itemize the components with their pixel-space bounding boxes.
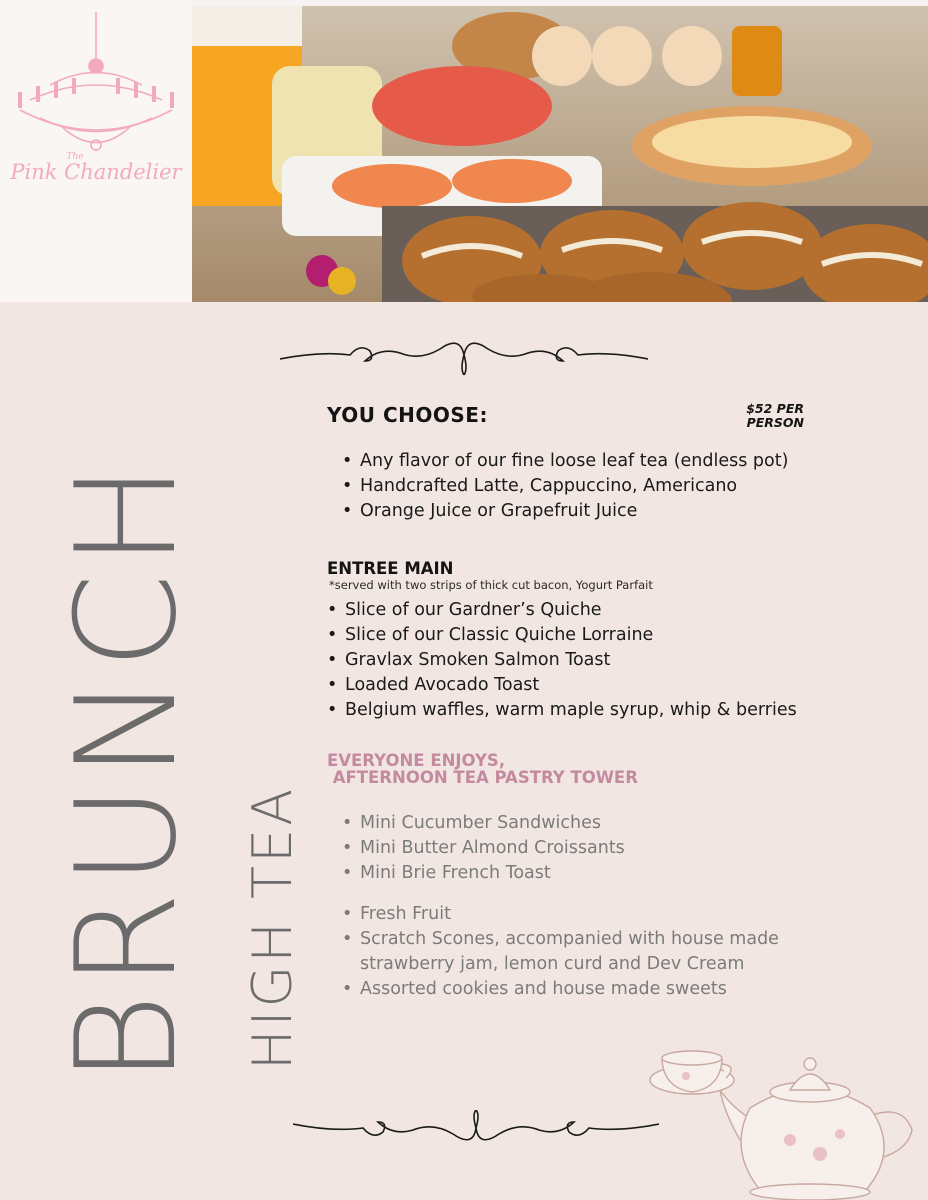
price-label bbox=[728, 402, 804, 430]
list-item: • Mini Butter Almond Croissants bbox=[340, 836, 625, 861]
logo bbox=[0, 0, 192, 302]
extras-list bbox=[340, 902, 779, 1002]
price-line-2: PERSON bbox=[746, 415, 804, 430]
entree-list bbox=[325, 598, 797, 723]
brunch-title: BRUNCH bbox=[46, 457, 207, 1084]
pastry-tower-heading: EVERYONE ENJOYS, AFTERNOON TEA PASTRY TOWER bbox=[327, 751, 638, 787]
high-tea-title: HIGH TEA bbox=[241, 785, 304, 1070]
list-item: • Handcrafted Latte, Cappuccino, Americano bbox=[340, 474, 788, 499]
list-item: • Loaded Avocado Toast bbox=[325, 673, 797, 698]
bottom-flourish bbox=[293, 1110, 659, 1150]
chandelier-icon bbox=[0, 0, 192, 160]
list-item: • Gravlax Smoken Salmon Toast bbox=[325, 648, 797, 673]
logo-the: The bbox=[66, 152, 84, 162]
pastry-list bbox=[340, 811, 625, 886]
list-item: • Any flavor of our fine loose leaf tea (endless pot) bbox=[340, 449, 788, 474]
list-item: • Assorted cookies and house made sweets bbox=[340, 977, 779, 1002]
list-item: • Orange Juice or Grapefruit Juice bbox=[340, 499, 788, 524]
list-item: • Mini Brie French Toast bbox=[340, 861, 625, 886]
list-item: • Fresh Fruit bbox=[340, 902, 779, 927]
entree-note: *served with two strips of thick cut bacon, Yogurt Parfait bbox=[329, 578, 653, 592]
top-flourish bbox=[280, 335, 648, 375]
list-item: • Mini Cucumber Sandwiches bbox=[340, 811, 625, 836]
teapot-icon bbox=[640, 1030, 928, 1200]
entree-heading: ENTREE MAIN bbox=[327, 559, 454, 578]
list-item: • Slice of our Classic Quiche Lorraine bbox=[325, 623, 797, 648]
list-item: • Scratch Scones, accompanied with house made bbox=[340, 927, 779, 952]
price-line-1: $52 PER bbox=[746, 401, 804, 416]
list-item: • Slice of our Gardner’s Quiche bbox=[325, 598, 797, 623]
logo-name: Pink Chandelier bbox=[10, 160, 182, 184]
drinks-list bbox=[340, 449, 788, 524]
brunch-photo bbox=[192, 6, 928, 302]
you-choose-heading: YOU CHOOSE: bbox=[327, 403, 488, 427]
list-item: • Belgium waffles, warm maple syrup, whip & berries bbox=[325, 698, 797, 723]
list-item-continuation: strawberry jam, lemon curd and Dev Cream bbox=[360, 954, 745, 974]
